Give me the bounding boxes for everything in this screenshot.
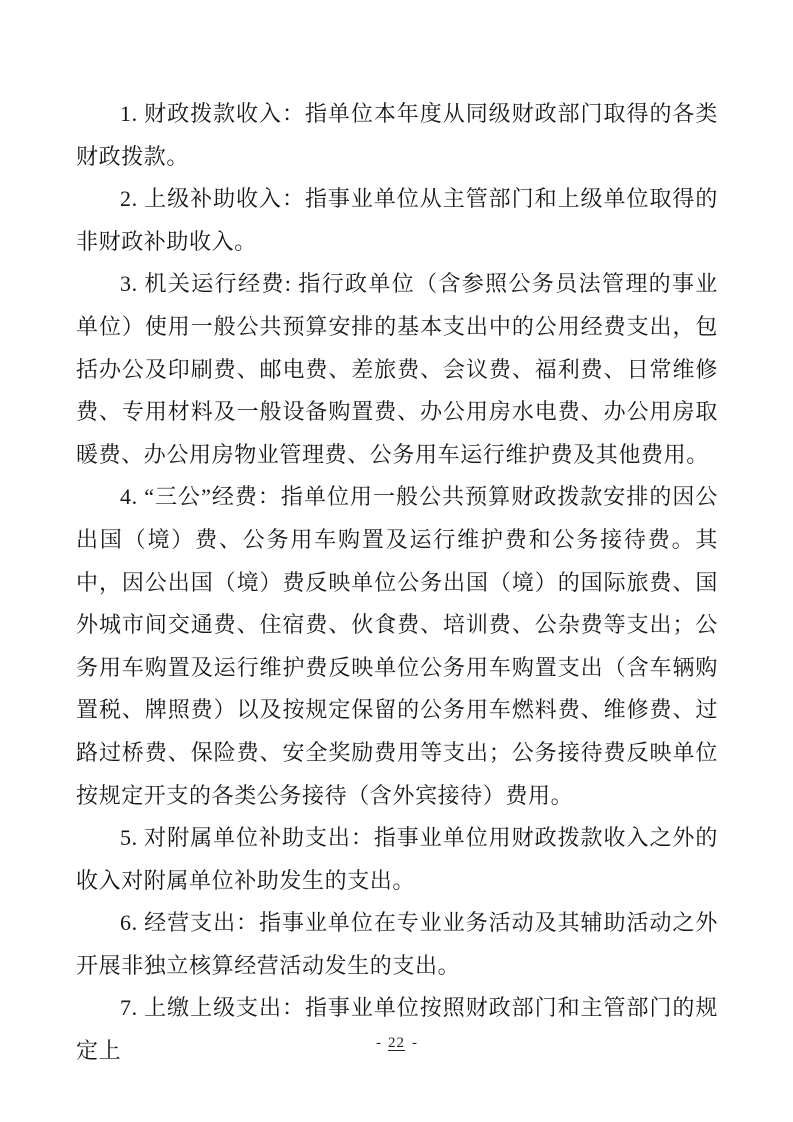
document-body [76,93,718,1073]
page-footer [0,1035,793,1052]
footer-right-dash: - [412,1035,417,1051]
paragraph-fiscal-appropriation-income: 1. 财政拨款收入：指单位本年度从同级财政部门取得的各类财政拨款。 [76,101,718,169]
paragraph-operating-expenditure: 6. 经营支出：指事业单位在专业业务活动及其辅助活动之外开展非独立核算经营活动发生的支出。 [76,910,718,978]
page-number: 22 [388,1035,405,1051]
paragraph-agency-operating-expenses: 3. 机关运行经费: 指行政单位（含参照公务员法管理的事业单位）使用一般公共预算安排的基本支出中的公用经费支出，包括办公及印刷费、邮电费、差旅费、会议费、福利费、日常维修费、专用材料及一般设备购置费、办公用房水电费、办公用房取暖费、办公用房物业管理费、公务用车运行维护费及其他费用。 [76,271,718,467]
paragraph-payment-to-superior: 7. 上缴上级支出：指事业单位按照财政部门和主管部门的规定上 [76,995,718,1064]
footer-left-dash: - [376,1035,381,1051]
paragraph-three-public-expenses: 4. “三公”经费：指单位用一般公共预算财政拨款安排的因公出国（境）费、公务用车购置及运行维护费和公务接待费。其中，因公出国（境）费反映单位公务出国（境）的国际旅费、国外城市间交通费、住宿费、伙食费、培训费、公杂费等支出；公务用车购置及运行维护费反映单位公务用车购置支出（含车辆购置税、牌照费）以及按规定保留的公务用车燃料费、维修费、过路过桥费、保险费、安全奖励费用等支出；公务接待费反映单位按规定开支的各类公务接待（含外宾接待）费用。 [76,484,718,808]
paragraph-subsidy-to-affiliated-units: 5. 对附属单位补助支出：指事业单位用财政拨款收入之外的收入对附属单位补助发生的支出。 [76,825,718,893]
paragraph-superior-subsidy-income: 2. 上级补助收入：指事业单位从主管部门和上级单位取得的非财政补助收入。 [76,186,718,254]
